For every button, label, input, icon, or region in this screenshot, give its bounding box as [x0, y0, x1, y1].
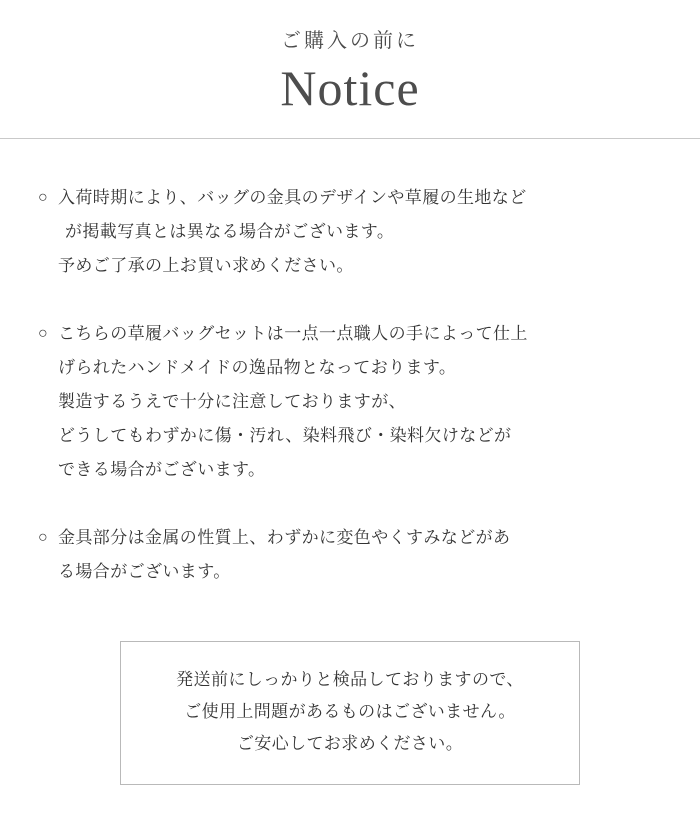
bullet-icon: ○ [38, 528, 48, 546]
bullet-icon: ○ [38, 188, 48, 206]
bullet-icon: ○ [38, 324, 48, 342]
assurance-line: 発送前にしっかりと検品しておりますので、 [176, 669, 524, 689]
note-line: げられたハンドメイドの逸品物となっております。 [58, 357, 457, 377]
assurance-box [120, 641, 580, 785]
list-item [38, 521, 662, 589]
footer-box-container [38, 641, 662, 785]
page-title: Notice [280, 60, 420, 116]
note-text [58, 317, 662, 487]
note-line: が掲載写真とは異なる場合がございます。 [65, 221, 395, 241]
note-text [58, 521, 662, 589]
note-line: できる場合がございます。 [58, 459, 266, 479]
header-divider [0, 138, 700, 139]
note-line: 入荷時期により、バッグの金具のデザインや草履の生地など [58, 187, 527, 207]
note-line: る場合がございます。 [58, 561, 231, 581]
assurance-line: ご安心してお求めください。 [236, 733, 464, 753]
note-line: 金具部分は金属の性質上、わずかに変色やくすみなどがあ [58, 527, 511, 547]
list-item [38, 181, 662, 283]
notice-list [0, 181, 700, 785]
page-kicker: ご購入の前に [281, 30, 419, 52]
assurance-line: ご使用上問題があるものはございません。 [184, 701, 516, 721]
page-header [0, 0, 700, 118]
note-line: 製造するうえで十分に注意しておりますが、 [58, 391, 406, 411]
note-line: 予めご了承の上お買い求めください。 [58, 255, 354, 275]
note-line: こちらの草履バッグセットは一点一点職人の手によって仕上 [58, 323, 528, 343]
list-item [38, 317, 662, 487]
note-text [58, 181, 662, 283]
note-line: どうしてもわずかに傷・汚れ、染料飛び・染料欠けなどが [58, 425, 512, 445]
